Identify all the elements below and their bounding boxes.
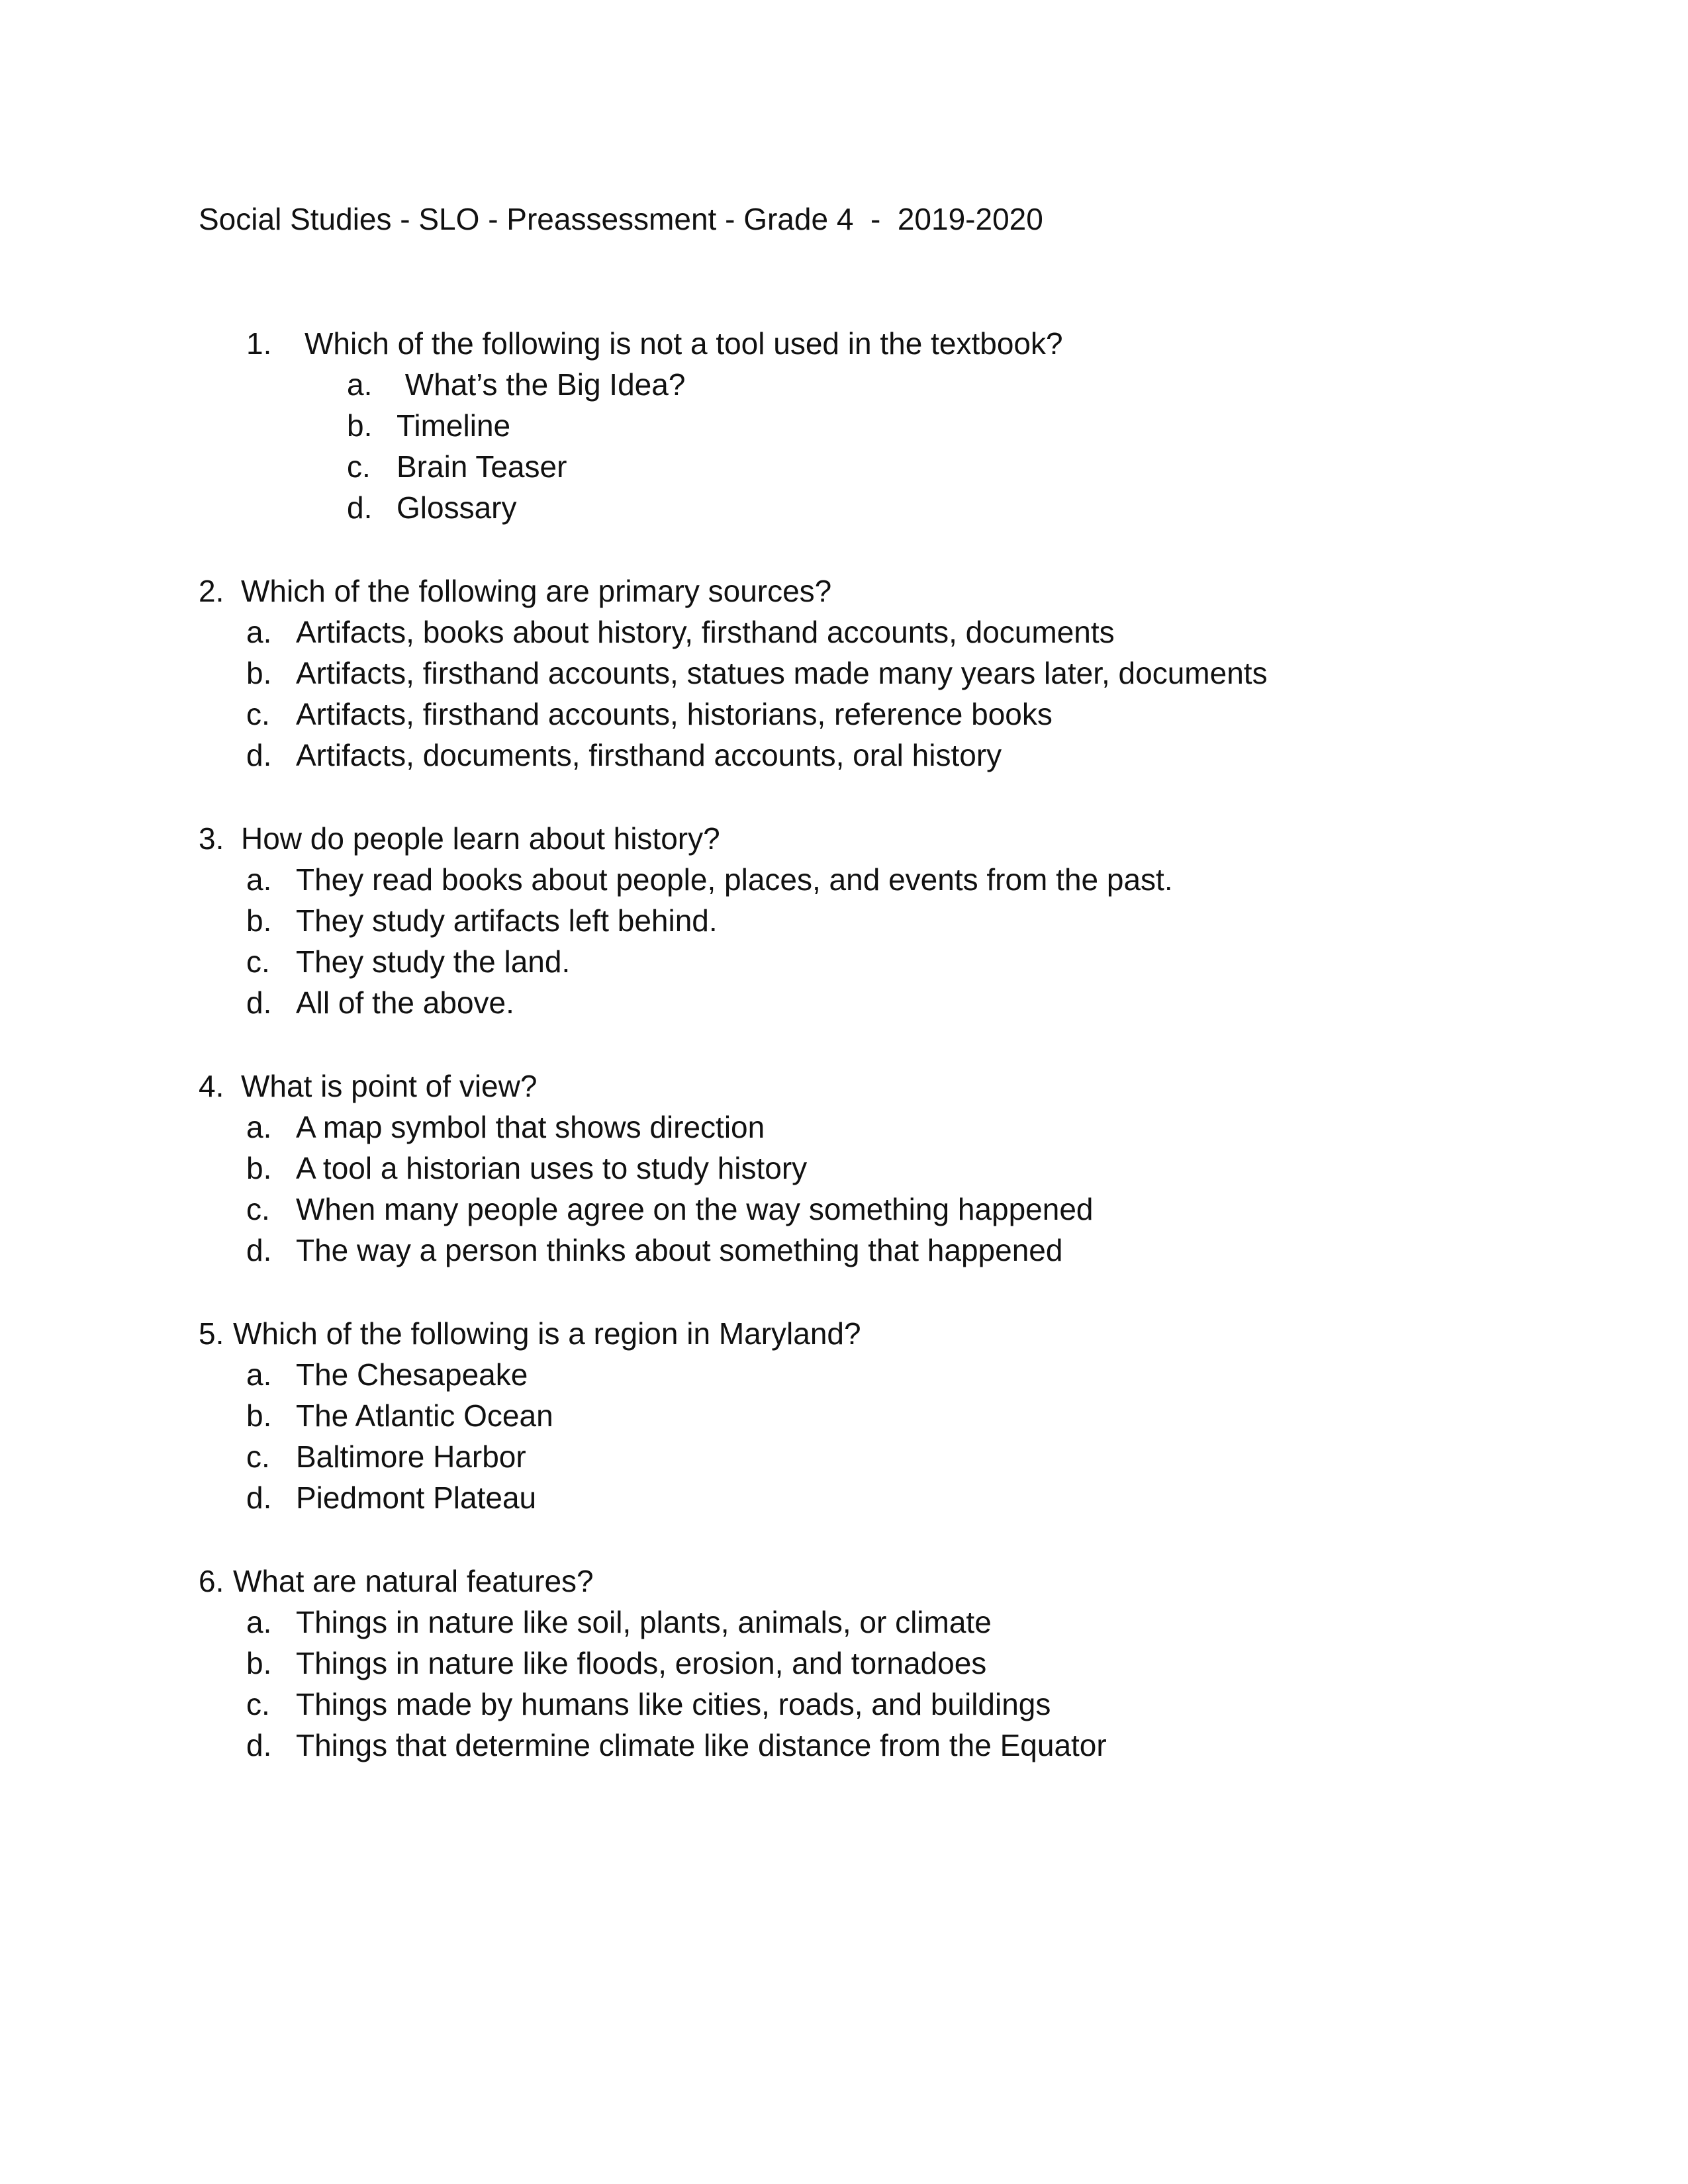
answer-option-b [199,900,1655,941]
answer-option-d [246,487,1688,528]
answer-option-a [199,1354,1655,1395]
option-text: Baltimore Harbor [296,1439,526,1474]
answer-option-a [199,1602,1655,1643]
question-stem [199,818,1655,859]
option-text: A tool a historian uses to study history [296,1151,808,1185]
option-text: Glossary [397,490,517,525]
option-letter: a. [347,367,373,402]
question-stem [199,1066,1655,1107]
answer-option-b [199,653,1655,694]
option-text: Artifacts, firsthand accounts, statues made many years later, documents [296,656,1268,690]
question-number: 4. [199,1069,224,1103]
option-text: The Atlantic Ocean [296,1398,553,1433]
option-text: Piedmont Plateau [296,1480,537,1515]
answer-option-d [199,982,1655,1023]
option-letter: d. [246,1233,272,1267]
option-text: Artifacts, documents, firsthand accounts, oral history [296,738,1002,772]
question-stem [199,1313,1655,1354]
question-1 [246,323,1688,528]
option-text: They study artifacts left behind. [296,903,718,938]
document-title: Social Studies - SLO - Preassessment - Grade 4 - 2019-2020 [199,202,1043,236]
question-number: 6. [199,1564,224,1598]
question-3 [199,818,1655,1023]
option-text: They study the land. [296,944,571,979]
question-4 [199,1066,1655,1271]
question-text: What is point of view? [241,1069,538,1103]
option-letter: a. [246,1110,272,1144]
answer-option-a [199,859,1655,900]
option-text: Things in nature like floods, erosion, and tornadoes [296,1646,987,1680]
option-letter: d. [246,1480,272,1515]
question-text: What are natural features? [233,1564,594,1598]
answer-option-b [246,405,1688,446]
option-text: Artifacts, books about history, firsthand accounts, documents [296,615,1115,649]
answer-option-d [199,1477,1655,1518]
option-letter: b. [246,1398,272,1433]
question-number: 3. [199,821,224,856]
question-6 [199,1561,1655,1766]
question-stem [199,570,1655,612]
option-text: A map symbol that shows direction [296,1110,765,1144]
option-letter: b. [246,903,272,938]
option-text: Things made by humans like cities, roads, and buildings [296,1687,1051,1721]
option-letter: c. [246,1687,270,1721]
option-letter: c. [246,1439,270,1474]
option-text: When many people agree on the way something happened [296,1192,1094,1226]
option-text: Things in nature like soil, plants, animals, or climate [296,1605,992,1639]
option-letter: b. [347,408,373,443]
option-letter: c. [246,697,270,731]
answer-option-a [246,364,1688,405]
answer-option-d [199,735,1655,776]
option-text: Timeline [397,408,511,443]
option-letter: d. [246,985,272,1020]
option-text: Things that determine climate like distance from the Equator [296,1728,1107,1762]
option-letter: a. [246,1357,272,1392]
answer-option-c [199,1684,1655,1725]
option-letter: c. [347,449,371,484]
option-text: The way a person thinks about something that happened [296,1233,1063,1267]
option-text: The Chesapeake [296,1357,528,1392]
option-letter: a. [246,615,272,649]
answer-option-c [199,1436,1655,1477]
option-letter: a. [246,862,272,897]
question-5 [199,1313,1655,1518]
answer-option-a [199,612,1655,653]
question-number: 1. [246,326,272,361]
answer-option-b [199,1148,1655,1189]
answer-option-a [199,1107,1655,1148]
answer-option-c [199,694,1655,735]
option-letter: b. [246,1151,272,1185]
question-text: How do people learn about history? [241,821,720,856]
answer-option-d [199,1230,1655,1271]
option-text: Artifacts, firsthand accounts, historians, reference books [296,697,1053,731]
option-letter: d. [246,1728,272,1762]
question-text: Which of the following is not a tool used in the textbook? [305,326,1063,361]
question-number: 2. [199,574,224,608]
answer-option-c [199,1189,1655,1230]
option-text: All of the above. [296,985,514,1020]
option-letter: b. [246,1646,272,1680]
option-letter: c. [246,1192,270,1226]
answer-option-c [199,941,1655,982]
answer-option-b [199,1643,1655,1684]
option-letter: d. [347,490,373,525]
option-text: What’s the Big Idea? [397,367,686,402]
question-stem [246,323,1688,364]
answer-option-b [199,1395,1655,1436]
option-letter: c. [246,944,270,979]
answer-option-c [246,446,1688,487]
option-text: Brain Teaser [397,449,567,484]
question-stem [199,1561,1655,1602]
question-2 [199,570,1655,776]
option-letter: d. [246,738,272,772]
option-text: They read books about people, places, and events from the past. [296,862,1173,897]
option-letter: b. [246,656,272,690]
answer-option-d [199,1725,1655,1766]
question-text: Which of the following is a region in Maryland? [233,1316,861,1351]
question-text: Which of the following are primary sources? [241,574,832,608]
option-letter: a. [246,1605,272,1639]
question-number: 5. [199,1316,224,1351]
